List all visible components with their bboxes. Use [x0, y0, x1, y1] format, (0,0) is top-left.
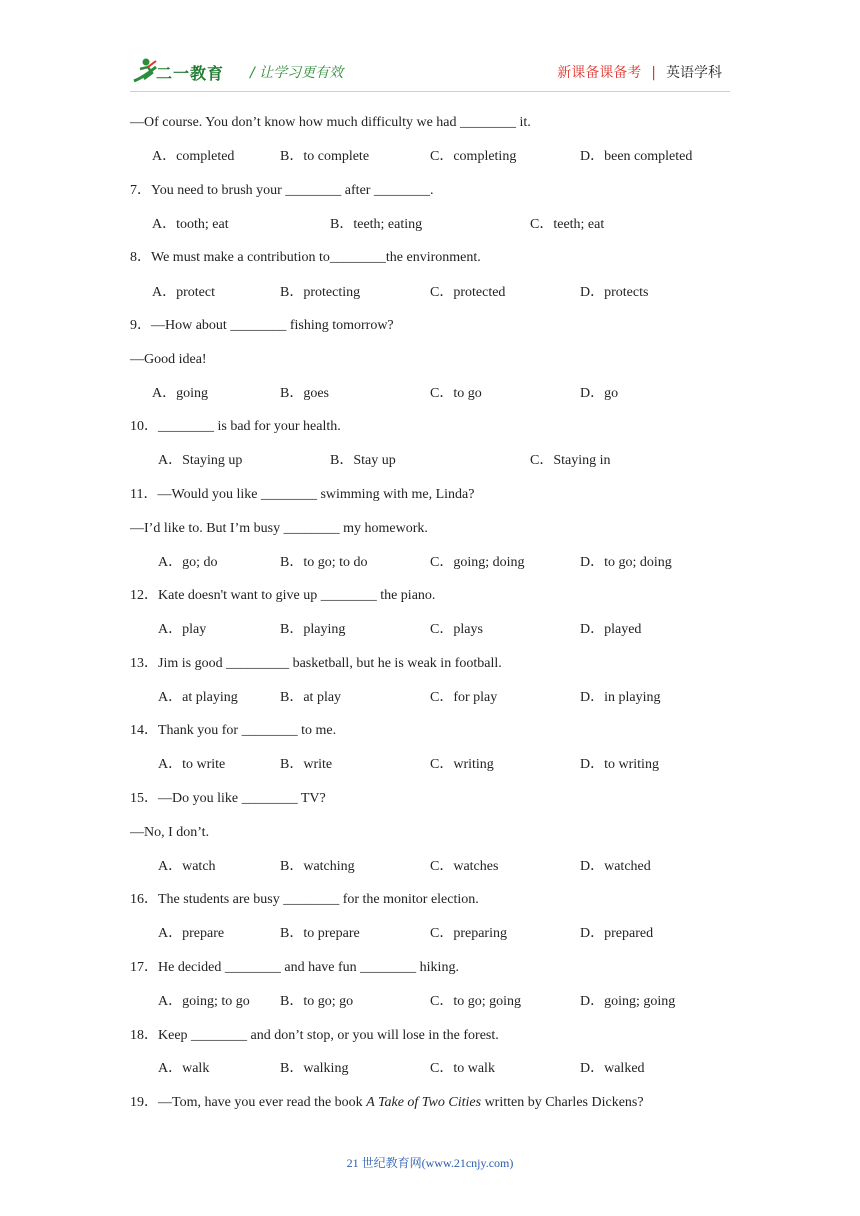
option-c: C．completing [430, 149, 517, 164]
question-15-reply: —No, I don’t. [130, 825, 210, 840]
option-a: A．play [158, 622, 207, 637]
question-14: 14．Thank you for ________ to me. [130, 723, 337, 738]
question-9: 9．—How about ________ fishing tomorrow? [130, 318, 394, 333]
question-8: 8．We must make a contribution to________the environment. [130, 250, 481, 265]
option-d: D．protects [580, 285, 649, 300]
option-d: D．to go; doing [580, 555, 672, 570]
question-15: 15．—Do you like ________ TV? [130, 791, 326, 806]
option-c: C．going; doing [430, 555, 525, 570]
option-a: A．completed [152, 149, 235, 164]
question-11: 11．—Would you like ________ swimming with me, Linda? [130, 487, 475, 502]
option-b: B．goes [280, 386, 329, 401]
option-c: C．to walk [430, 1061, 495, 1076]
option-d: D．to writing [580, 757, 659, 772]
option-b: B．to go; to do [280, 555, 368, 570]
option-a: A．to write [158, 757, 226, 772]
option-d: D．go [580, 386, 619, 401]
header-divider [130, 91, 730, 92]
option-a: A．go; do [158, 555, 218, 570]
page-header [130, 55, 730, 95]
option-c: C．watches [430, 859, 499, 874]
option-b: B．playing [280, 622, 346, 637]
question-19-suffix: written by Charles Dickens? [481, 1095, 644, 1110]
option-d: D．prepared [580, 926, 654, 941]
option-d: D．going; going [580, 994, 676, 1009]
question-16: 16．The students are busy ________ for the monitor election. [130, 892, 479, 907]
slogan: / 让学习更有效 [250, 65, 344, 81]
question-13: 13．Jim is good _________ basketball, but he is weak in football. [130, 656, 502, 671]
option-a: A．going [152, 386, 208, 401]
option-c: C．writing [430, 757, 494, 772]
option-b: B．to prepare [280, 926, 360, 941]
option-c: C．to go; going [430, 994, 522, 1009]
option-a: A．watch [158, 859, 216, 874]
option-c: C．plays [430, 622, 483, 637]
option-a: A．at playing [158, 690, 238, 705]
option-d: D．played [580, 622, 642, 637]
question-7: 7．You need to brush your ________ after ________. [130, 183, 434, 198]
book-title: A Take of Two Cities [366, 1095, 482, 1110]
header-separator: | [651, 65, 656, 81]
question-19-prefix: 19．—Tom, have you ever read the book [130, 1095, 367, 1110]
option-b: B．write [280, 757, 333, 772]
option-b: B．walking [280, 1061, 349, 1076]
option-b: B．to complete [280, 149, 370, 164]
option-d: D．been completed [580, 149, 693, 164]
question-19 [130, 1094, 644, 1112]
option-d: D．walked [580, 1061, 645, 1076]
question-17: 17．He decided ________ and have fun ________ hiking. [130, 960, 459, 975]
logo-text: 二一教育 [156, 64, 225, 83]
option-a: A．going; to go [158, 994, 250, 1009]
option-c: C．to go [430, 386, 482, 401]
option-b: B．at play [280, 690, 342, 705]
question-12: 12．Kate doesn't want to give up ________ the piano. [130, 588, 436, 603]
option-b: B．watching [280, 859, 355, 874]
question-18: 18．Keep ________ and don’t stop, or you will lose in the forest. [130, 1028, 499, 1043]
option-a: A．tooth; eat [152, 217, 229, 232]
option-c: C．for play [430, 690, 498, 705]
option-c: C．protected [430, 285, 506, 300]
option-c: C．Staying in [530, 453, 611, 468]
page-footer: 21 世纪教育网(www.21cnjy.com) [346, 1156, 514, 1170]
question-10: 10．________ is bad for your health. [130, 419, 341, 434]
option-b: B．Stay up [330, 453, 396, 468]
option-b: B．teeth; eating [330, 217, 423, 232]
option-a: A．walk [158, 1061, 210, 1076]
option-b: B．protecting [280, 285, 361, 300]
option-a: A．Staying up [158, 453, 243, 468]
question-9-reply: —Good idea! [130, 352, 207, 367]
option-c: C．preparing [430, 926, 507, 941]
option-a: A．protect [152, 285, 215, 300]
option-b: B．to go; go [280, 994, 354, 1009]
question-line: —Of course. You don’t know how much difficulty we had ________ it. [130, 115, 531, 130]
header-subject-label: 英语学科 [666, 65, 722, 81]
option-d: D．in playing [580, 690, 661, 705]
header-subject [557, 62, 722, 82]
option-a: A．prepare [158, 926, 225, 941]
question-11-reply: —I’d like to. But I’m busy ________ my homework. [130, 521, 428, 536]
option-c: C．teeth; eat [530, 217, 605, 232]
option-d: D．watched [580, 859, 651, 874]
header-tagline: 新课备课备考 [557, 65, 642, 81]
